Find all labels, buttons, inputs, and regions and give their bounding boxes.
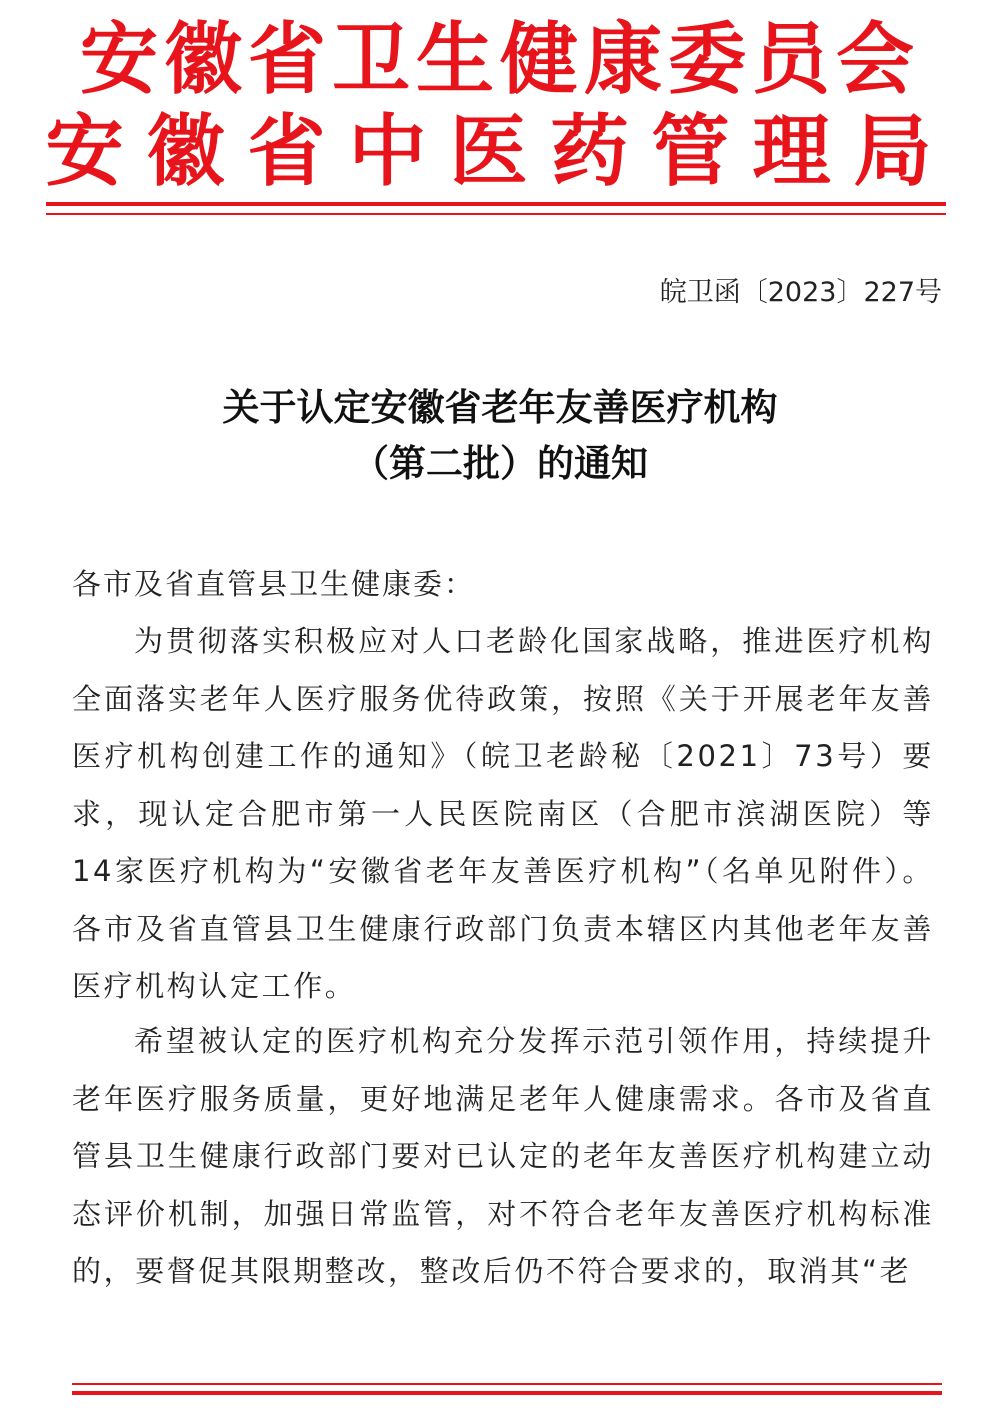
issuer-name-health-commission: 安徽省卫生健康委员会 <box>79 14 920 105</box>
body-paragraph-2: 希望被认定的医疗机构充分发挥示范引领作用，持续提升老年医疗服务质量，更好地满足老年人健康需求。各市及省直管县卫生健康行政部门要对已认定的老年友善医疗机构建立动态评价机制，加强日常监管，对不符合老年友善医疗机构标准的，要督促其限期整改，整改后仍不符合要求的，取消其“老 <box>72 1024 934 1288</box>
footer-rule-thick <box>72 1391 942 1395</box>
header-rule-thin <box>46 213 946 215</box>
footer-rule-thin <box>72 1383 942 1385</box>
body-paragraph-1: 为贯彻落实积极应对人口老龄化国家战略，推进医疗机构全面落实老年人医疗服务优待政策，按照《关于开展老年友善医疗机构创建工作的通知》（皖卫老龄秘〔2021〕73号）要求，现认定合肥市第一人民医院南区（合肥市滨湖医院）等14家医疗机构为“安徽省老年友善医疗机构”（名单见附件）。各市及省直管县卫生健康行政部门负责本辖区内其他老年友善医疗机构认定工作。 <box>72 624 934 1003</box>
document-title-line-1: 关于认定安徽省老年友善医疗机构 <box>222 385 778 429</box>
salutation: 各市及省直管县卫生健康委： <box>72 567 476 601</box>
document-number: 皖卫函〔2023〕227号 <box>659 277 942 308</box>
document-title-line-2: （第二批）的通知 <box>352 441 648 485</box>
issuer-name-tcm-bureau: 安徽省中医药管理局 <box>45 106 955 197</box>
header-rule-thick <box>46 202 946 206</box>
